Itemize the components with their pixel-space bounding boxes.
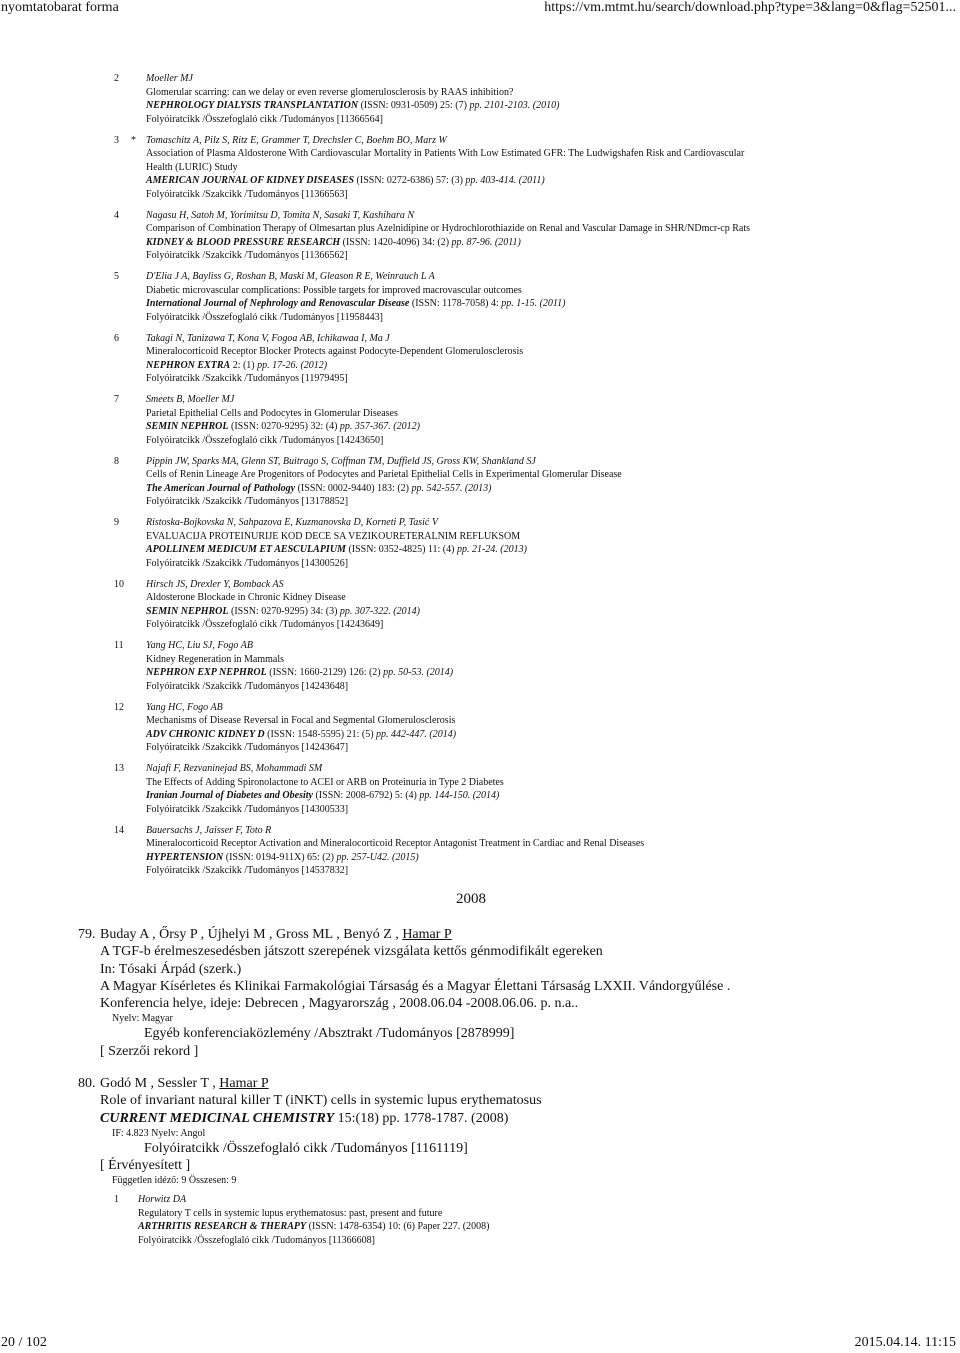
citation-item (0, 516, 960, 570)
page-number: 20 / 102 (1, 1335, 47, 1350)
citation-authors: Bauersachs J, Jaisser F, Toto R (146, 824, 272, 836)
citation-journal: NEPHROLOGY DIALYSIS TRANSPLANTATION (146, 100, 359, 111)
citation-item (0, 578, 960, 632)
citation-pages: pp. 442-447. (2014) (376, 728, 457, 740)
citation-authors: Najafi F, Rezvaninejad BS, Mohammadi SM (146, 763, 323, 774)
citation-authors: Ristoska-Bojkovska N, Sahpazova E, Kuzmanovska D, Korneti P, Tasić V (146, 517, 438, 528)
citation-journal: APOLLINEM MEDICUM ET AESCULAPIUM (146, 544, 346, 555)
citation-title: Comparison of Combination Therapy of Olmesartan plus Azelnidipine or Hydrochlorothiazide on Renal and Vascular Damage in SHR/NDmcr-cp Rats (146, 223, 751, 234)
citation-title: Kidney Regeneration in Mammals (146, 653, 285, 665)
print-timestamp: 2015.04.14. 11:15 (854, 1335, 956, 1350)
citation-title: Cells of Renin Lineage Are Progenitors of Podocytes and Parietal Epithelial Cells in Experimental Glomerular Disease (146, 469, 622, 480)
citation-journal-line (146, 99, 754, 113)
citation-issn: (ISSN: 1178-7058) 4: (409, 298, 502, 309)
citation-number: 6 (114, 332, 119, 344)
citation-issn: (ISSN: 1420-4096) 34: (2) (340, 236, 452, 248)
citation-authors: Takagi N, Tanizawa T, Kona V, Fogoa AB, Ichikawaa I, Ma J (146, 332, 390, 344)
citation-type: Folyóiratcikk /Összefoglaló cikk /Tudományos [11366564] (146, 113, 384, 125)
citation-issn: (ISSN: 0931-0509) 25: (7) (358, 100, 470, 111)
citation-title: Aldosterone Blockade in Chronic Kidney Disease (146, 592, 346, 603)
citation-authors: D'Elia J A, Bayliss G, Roshan B, Maski M, Gleason R E, Weinrauch L A (146, 271, 435, 282)
citation-item (0, 455, 960, 509)
citation-journal-line (146, 420, 754, 434)
citation-journal: Iranian Journal of Diabetes and Obesity (146, 790, 313, 801)
citation-item (0, 393, 960, 447)
browser-print-header (0, 0, 960, 18)
citation-issn: (ISSN: 0352-4825) 11: (4) (345, 544, 457, 555)
citation-number: 3 (114, 134, 119, 146)
citation-journal-line (146, 543, 754, 557)
citation-issn: (ISSN: 1548-5595) 21: (5) (264, 728, 377, 740)
citation-number: 5 (114, 271, 119, 282)
citation-star: * (131, 134, 136, 146)
citation-journal: ARTHRITIS RESEARCH & THERAPY (138, 1221, 307, 1232)
author-link[interactable]: Hamar P (219, 1076, 269, 1091)
entry-record-status: [ Érvényesített ] (100, 1158, 191, 1174)
citation-journal: KIDNEY & BLOOD PRESSURE RESEARCH (146, 236, 341, 248)
citation-issn: (ISSN: 0270-9295) 32: (4) (228, 421, 340, 432)
citation-journal-line (146, 851, 754, 865)
citation-pages: pp. 257-U42. (2015) (336, 851, 419, 863)
citation-journal-line (146, 359, 754, 373)
citation-type: Folyóiratcikk /Szakcikk /Tudományos [14537832] (146, 865, 349, 876)
print-url: https://vm.mtmt.hu/search/download.php?type=3&lang=0&flag=52501... (544, 0, 956, 15)
citation-number: 7 (114, 394, 119, 405)
entry-conference: A Magyar Kísérletes és Klinikai Farmakológiai Társaság és a Magyar Élettani Társaság LXXII. Vándorgyűlése . (100, 978, 731, 994)
citation-title: Regulatory T cells in systemic lupus erythematosus: past, present and future (138, 1207, 443, 1219)
citation-type: Folyóiratcikk /Szakcikk /Tudományos [11979495] (146, 373, 348, 384)
citation-type: Folyóiratcikk /Szakcikk /Tudományos [11366562] (146, 250, 348, 261)
citation-item (0, 824, 960, 878)
citation-journal-line (146, 236, 754, 250)
citation-type: Folyóiratcikk /Összefoglaló cikk /Tudományos [14243650] (146, 434, 384, 446)
citation-authors: Tomaschitz A, Pilz S, Ritz E, Grammer T, Drechsler C, Boehm BO, Marz W (146, 134, 447, 146)
citation-type: Folyóiratcikk /Szakcikk /Tudományos [14243648] (146, 680, 349, 692)
entry-journal-line: CURRENT MEDICINAL CHEMISTRY 15:(18) pp. 1778-1787. (2008) (100, 1110, 509, 1126)
entry-title: A TGF-b érelmeszesedésben játszott szerepének vizsgálata kettős génmodifikált egereken (100, 944, 603, 960)
entry-language: Nyelv: Magyar (112, 1013, 173, 1025)
citation-type: Folyóiratcikk /Szakcikk /Tudományos [14300526] (146, 557, 349, 569)
citation-pages: pp. 21-24. (2013) (456, 544, 527, 555)
citation-number: 9 (114, 517, 119, 528)
citation-type: Folyóiratcikk /Összefoglaló cikk /Tudományos [11958443] (146, 311, 384, 323)
citation-type: Folyóiratcikk /Összefoglaló cikk /Tudományos [11366608] (138, 1234, 376, 1246)
citation-pages: pp. 403-414. (2011) (465, 175, 545, 186)
entry-place: Konferencia helye, ideje: Debrecen , Magyarország , 2008.06.04 -2008.06.06. p. n.a.. (100, 996, 579, 1012)
entry-if-language: IF: 4.823 Nyelv: Angol (112, 1127, 206, 1139)
citation-journal: ADV CHRONIC KIDNEY D (146, 728, 265, 740)
citation-title: Mineralocorticoid Receptor Blocker Protects against Podocyte-Dependent Glomerulosclerosis (146, 346, 524, 357)
citation-issn: (ISSN: 0270-9295) 34: (3) (228, 605, 340, 617)
citation-number: 14 (114, 824, 124, 836)
citation-number: 13 (114, 763, 124, 774)
citation-pages: pp. 17-26. (2012) (257, 359, 328, 371)
citation-journal-line (146, 666, 754, 680)
publication-entry-80 (78, 1075, 780, 1187)
citation-type: Folyóiratcikk /Szakcikk /Tudományos [14300533] (146, 803, 349, 815)
citation-item (0, 209, 960, 263)
browser-print-footer (0, 1333, 960, 1351)
citation-title: The Effects of Adding Spironolactone to ACEI or ARB on Proteinuria in Type 2 Diabetes (146, 776, 504, 788)
citation-journal: SEMIN NEPHROL (146, 605, 229, 617)
year-heading: 2008 (456, 891, 486, 907)
citation-pages: pp. 144-150. (2014) (419, 790, 500, 801)
citation-type: Folyóiratcikk /Összefoglaló cikk /Tudományos [14243649] (146, 619, 384, 630)
citation-journal-line (146, 297, 754, 311)
citation-issn: (ISSN: 0002-9440) 183: (2) (295, 482, 412, 494)
citation-pages: pp. 1-15. (2011) (501, 298, 566, 309)
citation-type: Folyóiratcikk /Szakcikk /Tudományos [13178852] (146, 496, 349, 507)
citation-authors: Yang HC, Liu SJ, Fogo AB (146, 640, 253, 651)
citation-item (0, 134, 960, 202)
citation-item (0, 270, 960, 324)
citation-journal: SEMIN NEPHROL (146, 421, 229, 432)
citation-authors: Moeller MJ (146, 73, 193, 84)
entry-type: Folyóiratcikk /Összefoglaló cikk /Tudományos [1161119] (144, 1140, 468, 1156)
citation-pages: pp. 357-367. (2012) (339, 421, 420, 432)
citation-issn: (ISSN: 0272-6386) 57: (3) (354, 175, 466, 186)
citation-number: 12 (114, 701, 124, 713)
entry-number: 80. (78, 1076, 96, 1091)
entry-number: 79. (78, 927, 96, 942)
citation-issn: (ISSN: 2008-6792) 5: (4) (312, 790, 420, 801)
citation-journal: The American Journal of Pathology (146, 482, 296, 494)
entry-type: Egyéb konferenciaközlemény /Absztrakt /Tudományos [2878999] (144, 1026, 515, 1042)
citation-journal: HYPERTENSION (146, 851, 224, 863)
citation-number: 11 (114, 640, 124, 651)
entry-authors: Godó M , Sessler T , Hamar P (100, 1076, 269, 1091)
citation-journal-line: ARTHRITIS RESEARCH & THERAPY (ISSN: 1478-6354) 10: (6) Paper 227. (2008) (138, 1221, 490, 1232)
citation-journal-line (146, 482, 754, 496)
citation-number: 4 (114, 209, 119, 221)
print-title: nyomtatobarat forma (1, 0, 119, 15)
citation-item (0, 332, 960, 386)
citation-journal: International Journal of Nephrology and Renovascular Disease (146, 298, 410, 309)
citation-journal-line (146, 605, 754, 619)
citation-title: Diabetic microvascular complications: Possible targets for improved macrovascular outcomes (146, 284, 522, 296)
citation-pages: pp. 2101-2103. (2010) (469, 100, 560, 111)
entry-title: Role of invariant natural killer T (iNKT) cells in systemic lupus erythematosus (100, 1093, 542, 1109)
citation-journal: AMERICAN JOURNAL OF KIDNEY DISEASES (146, 175, 355, 186)
citation-issn: (ISSN: 0194-911X) 65: (2) (223, 851, 337, 863)
citation-number: 10 (114, 578, 124, 590)
citation-type: Folyóiratcikk /Szakcikk /Tudományos [11366563] (146, 188, 348, 200)
citation-item (0, 639, 960, 693)
entry-in: In: Tósaki Árpád (szerk.) (100, 961, 242, 977)
citation-journal: NEPHRON EXTRA (146, 359, 231, 371)
citation-number: 2 (114, 73, 119, 84)
citation-pages: pp. 50-53. (2014) (383, 667, 454, 678)
citation-item (0, 72, 960, 126)
citation-number: 8 (114, 455, 119, 467)
citation-authors: Horwitz DA (138, 1194, 187, 1205)
citation-item (0, 701, 960, 755)
citation-journal: NEPHRON EXP NEPHROL (146, 667, 267, 678)
entry-citation-count: Független idéző: 9 Összesen: 9 (112, 1175, 237, 1187)
citation-authors: Pippin JW, Sparks MA, Glenn ST, Buitrago S, Coffman TM, Duffield JS, Gross KW, Shankland SJ (146, 455, 536, 467)
citation-type: Folyóiratcikk /Szakcikk /Tudományos [14243647] (146, 742, 349, 753)
citation-title: Glomerular scarring: can we delay or even reverse glomerulosclerosis by RAAS inhibition? (146, 86, 514, 98)
citation-pages: pp. 542-557. (2013) (411, 482, 492, 494)
citation-pages: pp. 87-96. (2011) (451, 236, 521, 248)
citation-item (0, 1193, 960, 1247)
citation-authors: Smeets B, Moeller MJ (146, 394, 235, 405)
entry-authors: Buday A , Őrsy P , Újhelyi M , Gross ML , Benyó Z , Hamar P (100, 927, 452, 942)
citation-title: Parietal Epithelial Cells and Podocytes in Glomerular Diseases (146, 407, 398, 419)
citation-title: Mineralocorticoid Receptor Activation and Mineralocorticoid Receptor Antagonist Treatment in Cardiac and Renal Diseases (146, 838, 645, 849)
publication-entry-79 (78, 926, 780, 1060)
citation-journal-line (146, 789, 754, 803)
citation-authors: Nagasu H, Satoh M, Yorimitsu D, Tomita N, Sasaki T, Kashihara N (146, 209, 415, 221)
citation-title: Association of Plasma Aldosterone With Cardiovascular Mortality in Patients With Low Estimated GFR: The Ludwigshafen Risk and Cardiovascular Health (LURIC) Study (146, 148, 745, 173)
entry-journal: CURRENT MEDICINAL CHEMISTRY (100, 1110, 335, 1126)
citation-issn: (ISSN: 1660-2129) 126: (2) (266, 667, 384, 678)
author-link[interactable]: Hamar P (402, 927, 452, 942)
citation-title: EVALUACIJA PROTEINURIJE KOD DECE SA VEZIKOURETERALNIM REFLUKSOM (146, 530, 521, 542)
citation-journal-line (146, 728, 754, 742)
citation-title: Mechanisms of Disease Reversal in Focal and Segmental Glomerulosclerosis (146, 715, 456, 726)
citation-list (0, 72, 960, 885)
citation-pages: pp. 307-322. (2014) (339, 605, 420, 617)
citation-authors: Hirsch JS, Drexler Y, Bomback AS (146, 578, 284, 590)
citation-issn: 2: (1) (230, 359, 258, 371)
citation-item (0, 762, 960, 816)
citation-number: 1 (114, 1194, 119, 1205)
citation-journal-line (146, 174, 754, 188)
citation-authors: Yang HC, Fogo AB (146, 701, 223, 713)
entry-record-status: [ Szerzői rekord ] (100, 1043, 199, 1059)
